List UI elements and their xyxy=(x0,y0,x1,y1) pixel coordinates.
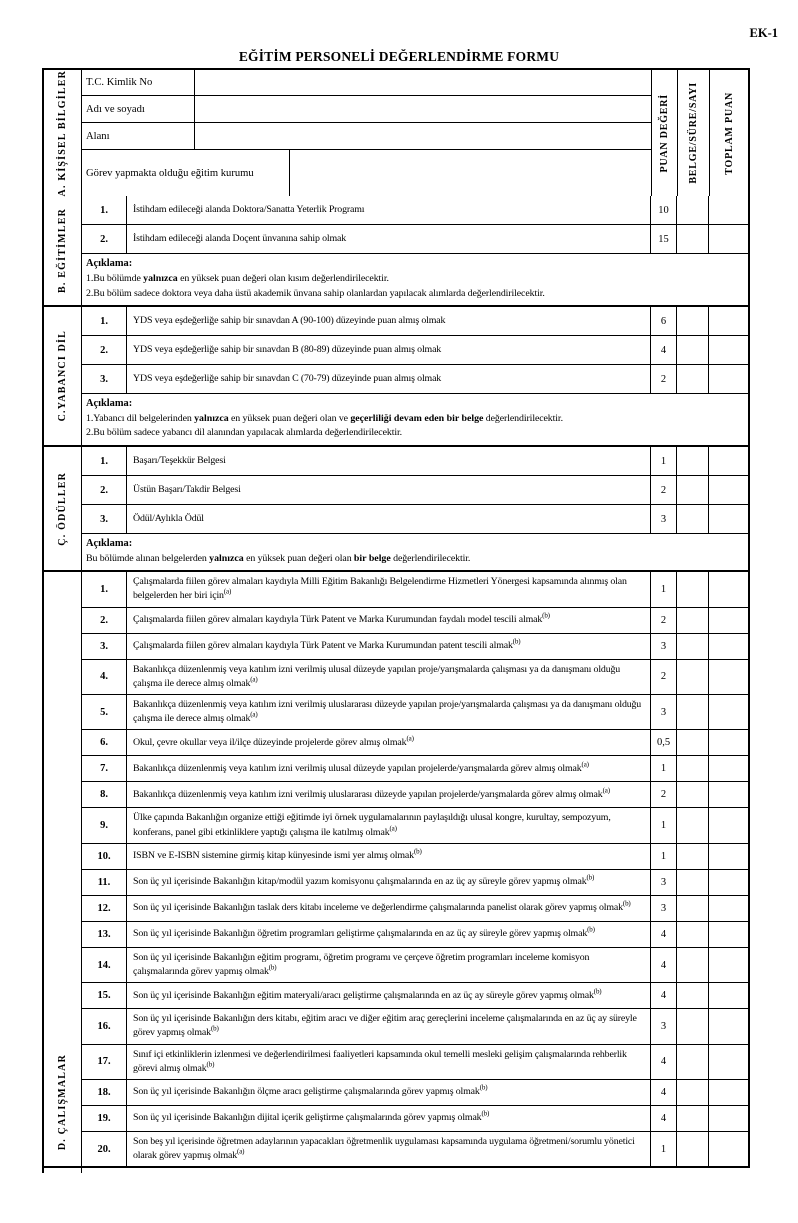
toplam-puan-cell xyxy=(709,1045,748,1079)
item-text-content: Son üç yıl içerisinde Bakanlığın öğretim programları geliştirme çalışmalarında en az üç ay süreyle görev yapmış olmak$^{(b)}$ xyxy=(133,925,595,940)
item-footnote-marker: (b) xyxy=(587,925,595,934)
item-number: 2. xyxy=(82,476,127,504)
item-footnote-marker: (b) xyxy=(622,899,631,908)
section-a-label: A. KİŞİSEL BİLGİLER xyxy=(57,70,68,197)
note-title: Açıklama: xyxy=(86,398,133,410)
belge-sure-sayi-cell xyxy=(677,307,709,335)
section-yabanci-dil-side-label xyxy=(44,307,82,445)
item-text xyxy=(127,695,651,729)
puan-degeri-cell: 15 xyxy=(651,225,677,253)
item-row xyxy=(82,196,748,224)
puan-degeri-cell: 2 xyxy=(651,608,677,633)
note-line: Bu bölümde alınan belgelerden yalnızca en yüksek puan değeri olan bir belge değerlendirilecektir. xyxy=(86,552,471,564)
belge-sure-sayi-cell xyxy=(677,896,709,921)
item-number: 3. xyxy=(82,634,127,659)
item-row xyxy=(82,307,748,335)
section-yabanci-dil xyxy=(44,305,748,445)
personal-field-row xyxy=(82,122,651,149)
item-text xyxy=(127,1045,651,1079)
field-value xyxy=(290,150,651,196)
item-row xyxy=(82,447,748,475)
belge-sure-sayi-cell xyxy=(677,1009,709,1043)
note-title: Açıklama: xyxy=(86,258,133,270)
item-text xyxy=(127,1009,651,1043)
item-number: 15. xyxy=(82,983,127,1008)
item-text xyxy=(127,476,651,504)
item-row xyxy=(82,755,748,781)
item-row xyxy=(82,921,748,947)
item-footnote-marker: (a) xyxy=(223,588,232,597)
field-value xyxy=(195,70,651,95)
item-text xyxy=(127,922,651,947)
item-row xyxy=(82,224,748,253)
item-number: 1. xyxy=(82,447,127,475)
item-row xyxy=(82,572,748,606)
item-number: 6. xyxy=(82,730,127,755)
belge-sure-sayi-cell xyxy=(677,870,709,895)
item-text xyxy=(127,336,651,364)
puan-degeri-cell: 4 xyxy=(651,983,677,1008)
puan-degeri-cell: 4 xyxy=(651,1080,677,1105)
item-text-content: Çalışmalarda fiilen görev almaları kaydıyla Türk Patent ve Marka Kurumundan patent tescili almak$^{(b)}$ xyxy=(133,637,521,652)
belge-sure-sayi-cell xyxy=(677,660,709,694)
item-row xyxy=(82,869,748,895)
field-value xyxy=(195,123,651,149)
section-calismalar-label: D. ÇALIŞMALAR xyxy=(57,1054,68,1151)
toplam-puan-cell xyxy=(709,196,748,224)
item-number: 1. xyxy=(82,572,127,606)
belge-sure-sayi-cell xyxy=(677,634,709,659)
field-label: Görev yapmakta olduğu eğitim kurumu xyxy=(82,150,290,196)
item-text xyxy=(127,948,651,982)
belge-sure-sayi-cell xyxy=(677,730,709,755)
toplam-puan-cell xyxy=(709,634,748,659)
item-number: 14. xyxy=(82,948,127,982)
belge-sure-sayi-cell xyxy=(677,336,709,364)
item-text-content: Başarı/Teşekkür Belgesi xyxy=(133,454,226,466)
item-footnote-marker: (b) xyxy=(512,637,521,646)
field-label: Adı ve soyadı xyxy=(82,96,195,122)
item-text-content: Okul, çevre okullar veya il/ilçe düzeyinde projelerde görev almış olmak$^{(a)}$ xyxy=(133,734,414,748)
item-row xyxy=(82,947,748,982)
item-row xyxy=(82,504,748,533)
belge-sure-sayi-cell xyxy=(677,983,709,1008)
item-text xyxy=(127,634,651,659)
item-row xyxy=(82,335,748,364)
item-text xyxy=(127,983,651,1008)
col-header-belge-sure-sayi xyxy=(677,70,709,196)
toplam-puan-cell xyxy=(709,922,748,947)
section-egitimler-label: B. EĞİTİMLER xyxy=(57,208,68,294)
item-number: 13. xyxy=(82,922,127,947)
item-number: 2. xyxy=(82,608,127,633)
item-number: 12. xyxy=(82,896,127,921)
toplam-puan-cell xyxy=(709,225,748,253)
col-header-puan-degeri xyxy=(651,70,677,196)
item-text-content: YDS veya eşdeğerliğe sahip bir sınavdan B (80-89) düzeyinde puan almış olmak xyxy=(133,344,442,356)
puan-degeri-cell: 3 xyxy=(651,1009,677,1043)
item-footnote-marker: (a) xyxy=(389,824,397,833)
toplam-puan-cell xyxy=(709,608,748,633)
personal-field-row xyxy=(82,149,651,196)
item-row xyxy=(82,475,748,504)
item-footnote-marker: (b) xyxy=(593,987,602,996)
note-line: 2.Bu bölüm sadece doktora veya daha üstü akademik ünvana sahip olanlardan yapılacak alımlarda değerlendirilecektir. xyxy=(86,287,545,299)
col-header-toplam-puan-text: TOPLAM PUAN xyxy=(723,91,735,175)
item-text xyxy=(127,896,651,921)
belge-sure-sayi-cell xyxy=(677,608,709,633)
item-row xyxy=(82,694,748,729)
item-text xyxy=(127,782,651,807)
item-row xyxy=(82,1131,748,1166)
puan-degeri-cell: 2 xyxy=(651,365,677,393)
item-text-content: Ödül/Aylıkla Ödül xyxy=(133,512,204,524)
puan-degeri-cell: 2 xyxy=(651,476,677,504)
item-number: 8. xyxy=(82,782,127,807)
item-text xyxy=(127,1080,651,1105)
page-break-column-stub xyxy=(42,1166,82,1173)
item-number: 1. xyxy=(82,196,127,224)
item-text xyxy=(127,505,651,533)
field-label: T.C. Kimlik No xyxy=(82,70,195,95)
item-text-content: Bakanlıkça düzenlenmiş veya katılım izni verilmiş uluslararası düzeyde yapılan proje/yarışmalarda çalışması ya da danışmanı olduğu çalışma ile derece almış olmak$^{(a)}$ xyxy=(133,699,642,725)
section-personal xyxy=(44,70,748,196)
note-line: 1.Yabancı dil belgelerinden yalnızca en yüksek puan değeri olan ve geçerliliği devam eden bir belge değerlendirilecektir. xyxy=(86,412,563,424)
personal-field-row xyxy=(82,95,651,122)
belge-sure-sayi-cell xyxy=(677,844,709,869)
annex-label: EK-1 xyxy=(749,26,778,40)
item-number: 18. xyxy=(82,1080,127,1105)
item-text xyxy=(127,660,651,694)
toplam-puan-cell xyxy=(709,870,748,895)
belge-sure-sayi-cell xyxy=(677,922,709,947)
item-number: 20. xyxy=(82,1132,127,1166)
item-text-content: İstihdam edileceği alanda Doktora/Sanatta Yeterlik Programı xyxy=(133,204,365,216)
note-title: Açıklama: xyxy=(86,538,133,550)
puan-degeri-cell: 3 xyxy=(651,634,677,659)
puan-degeri-cell: 6 xyxy=(651,307,677,335)
puan-degeri-cell: 2 xyxy=(651,782,677,807)
section-a-side-label xyxy=(44,70,82,196)
puan-degeri-cell: 3 xyxy=(651,695,677,729)
belge-sure-sayi-cell xyxy=(677,476,709,504)
belge-sure-sayi-cell xyxy=(677,948,709,982)
item-text-content: Bakanlıkça düzenlenmiş veya katılım izni verilmiş ulusal düzeyde yapılan proje/yarışmalarda çalışması ya da danışmanı olduğu çalışma ile derece almış olmak$^{(a)}$ xyxy=(133,663,621,689)
toplam-puan-cell xyxy=(709,572,748,606)
toplam-puan-cell xyxy=(709,1132,748,1166)
item-text xyxy=(127,196,651,224)
item-footnote-marker: (b) xyxy=(206,1060,215,1069)
belge-sure-sayi-cell xyxy=(677,225,709,253)
item-number: 19. xyxy=(82,1106,127,1131)
item-text-content: Sınıf içi etkinliklerin izlenmesi ve değerlendirilmesi faaliyetleri kapsamında okul temelli mesleki gelişim çalışmalarında rehberlik görevi almış olmak$^{(b)}$ xyxy=(133,1048,627,1074)
puan-degeri-cell: 3 xyxy=(651,870,677,895)
section-oduller-side-label xyxy=(44,447,82,570)
item-row xyxy=(82,659,748,694)
item-number: 5. xyxy=(82,695,127,729)
puan-degeri-cell: 0,5 xyxy=(651,730,677,755)
item-text xyxy=(127,1132,651,1166)
item-text-content: YDS veya eşdeğerliğe sahip bir sınavdan A (90-100) düzeyinde puan almış olmak xyxy=(133,315,446,327)
belge-sure-sayi-cell xyxy=(677,1045,709,1079)
item-text-content: Son üç yıl içerisinde Bakanlığın eğitim materyali/aracı geliştirme çalışmalarında en az üç ay süreyle görev yapmış olmak$^{(b)}$ xyxy=(133,987,602,1001)
belge-sure-sayi-cell xyxy=(677,1132,709,1166)
toplam-puan-cell xyxy=(709,782,748,807)
item-footnote-marker: (b) xyxy=(413,847,422,856)
toplam-puan-cell xyxy=(709,896,748,921)
puan-degeri-cell: 1 xyxy=(651,572,677,606)
item-row xyxy=(82,364,748,393)
toplam-puan-cell xyxy=(709,983,748,1008)
item-text xyxy=(127,808,651,842)
item-number: 17. xyxy=(82,1045,127,1079)
item-text-content: Son üç yıl içerisinde Bakanlığın kitap/modül yazım komisyonu çalışmalarında en az üç ay süreyle görev yapmış olmak$^{(b)}$ xyxy=(133,873,595,888)
item-row xyxy=(82,607,748,633)
belge-sure-sayi-cell xyxy=(677,196,709,224)
item-text xyxy=(127,870,651,895)
section-oduller-rows xyxy=(82,447,748,570)
col-header-toplam-puan xyxy=(709,70,748,196)
item-row xyxy=(82,1044,748,1079)
item-footnote-marker: (a) xyxy=(250,675,258,684)
section-calismalar xyxy=(44,570,748,1166)
toplam-puan-cell xyxy=(709,447,748,475)
belge-sure-sayi-cell xyxy=(677,505,709,533)
item-footnote-marker: (a) xyxy=(602,786,610,795)
item-number: 3. xyxy=(82,365,127,393)
toplam-puan-cell xyxy=(709,660,748,694)
item-row xyxy=(82,781,748,807)
section-egitimler-side-label xyxy=(44,196,82,305)
section-calismalar-side-label xyxy=(44,572,82,1166)
item-footnote-marker: (b) xyxy=(268,963,277,972)
item-number: 10. xyxy=(82,844,127,869)
section-note xyxy=(82,253,748,305)
belge-sure-sayi-cell xyxy=(677,447,709,475)
puan-degeri-cell: 1 xyxy=(651,844,677,869)
toplam-puan-cell xyxy=(709,730,748,755)
personal-field-row xyxy=(82,70,651,95)
item-text-content: ISBN ve E-ISBN sistemine girmiş kitap künyesinde ismi yer almış olmak$^{(b)}$ xyxy=(133,847,422,862)
toplam-puan-cell xyxy=(709,695,748,729)
item-footnote-marker: (b) xyxy=(542,611,550,620)
item-text xyxy=(127,844,651,869)
personal-fields xyxy=(82,70,651,196)
item-text-content: Son üç yıl içerisinde Bakanlığın ders kitabı, eğitim aracı ve diğer eğitim araç gereçlerini inceleme çalışmalarında en az üç ay süreyle görev yapmış olmak$^{(b)}$ xyxy=(133,1013,637,1039)
field-label: Alanı xyxy=(82,123,195,149)
note-line: 1.Bu bölümde yalnızca en yüksek puan değeri olan kısım değerlendirilecektir. xyxy=(86,273,389,285)
item-text-content: Üstün Başarı/Takdir Belgesi xyxy=(133,483,241,495)
puan-degeri-cell: 1 xyxy=(651,756,677,781)
item-footnote-marker: (a) xyxy=(406,734,414,743)
belge-sure-sayi-cell xyxy=(677,756,709,781)
score-column-headers xyxy=(651,70,748,196)
belge-sure-sayi-cell xyxy=(677,572,709,606)
item-text-content: Çalışmalarda fiilen görev almaları kaydıyla Milli Eğitim Bakanlığı Belgelendirme Hizmetleri Yönergesi kapsamında alınmış olan belgelerden her biri için$^{(a)}$ xyxy=(133,576,627,602)
item-footnote-marker: (b) xyxy=(586,873,595,882)
belge-sure-sayi-cell xyxy=(677,782,709,807)
item-text-content: Son üç yıl içerisinde Bakanlığın ölçme aracı geliştirme çalışmalarında görev yapmış olmak$^{(b)}$ xyxy=(133,1084,488,1098)
toplam-puan-cell xyxy=(709,336,748,364)
puan-degeri-cell: 3 xyxy=(651,505,677,533)
section-oduller-label: Ç. ÖDÜLLER xyxy=(57,471,68,546)
item-text-content: Son üç yıl içerisinde Bakanlığın taslak ders kitabı inceleme ve değerlendirme çalışmalarında panelist olarak görev yapmış olmak$^{(b)}$ xyxy=(133,899,631,914)
item-text-content: Ülke çapında Bakanlığın organize ettiği eğitimde iyi örnek uygulamalarının paylaşıldığı ulusal kongre, kurultay, sempozyum, konferans, panel gibi etkinliklere yaptığı çalışma ile katılmış olmak$^{(a)}$ xyxy=(133,812,611,838)
toplam-puan-cell xyxy=(709,476,748,504)
toplam-puan-cell xyxy=(709,505,748,533)
puan-degeri-cell: 4 xyxy=(651,336,677,364)
item-row xyxy=(82,633,748,659)
item-number: 2. xyxy=(82,336,127,364)
item-row xyxy=(82,1105,748,1131)
puan-degeri-cell: 4 xyxy=(651,922,677,947)
item-text xyxy=(127,572,651,606)
puan-degeri-cell: 4 xyxy=(651,1106,677,1131)
col-header-puan-degeri-text: PUAN DEĞERİ xyxy=(659,93,670,173)
item-row xyxy=(82,1079,748,1105)
puan-degeri-cell: 1 xyxy=(651,1132,677,1166)
item-text-content: İstihdam edileceği alanda Doçent ünvanına sahip olmak xyxy=(133,233,347,245)
section-egitimler-rows xyxy=(82,196,748,305)
item-text-content: Son üç yıl içerisinde Bakanlığın dijital içerik geliştirme çalışmalarında görev yapmış olmak$^{(b)}$ xyxy=(133,1110,490,1124)
item-number: 9. xyxy=(82,808,127,842)
item-footnote-marker: (b) xyxy=(210,1025,219,1034)
puan-degeri-cell: 2 xyxy=(651,660,677,694)
item-text-content: Son beş yıl içerisinde öğretmen adaylarının yapacakları öğretmenlik uygulaması kapsamında uygulama öğretmeni/sorumlu yönetici olarak görev yapmış olmak$^{(a)}$ xyxy=(133,1136,635,1162)
item-text-content: Çalışmalarda fiilen görev almaları kaydıyla Türk Patent ve Marka Kurumundan faydalı model tescili almak$^{(b)}$ xyxy=(133,611,550,626)
item-footnote-marker: (b) xyxy=(481,1110,490,1119)
section-oduller xyxy=(44,445,748,570)
item-number: 2. xyxy=(82,225,127,253)
belge-sure-sayi-cell xyxy=(677,1106,709,1131)
item-text-content: Son üç yıl içerisinde Bakanlığın eğitim programı, öğretim programı ve çerçeve öğretim programları inceleme komisyon çalışmalarında görev yapmış olmak$^{(b)}$ xyxy=(133,951,590,978)
toplam-puan-cell xyxy=(709,844,748,869)
puan-degeri-cell: 4 xyxy=(651,1045,677,1079)
item-text xyxy=(127,756,651,781)
item-number: 16. xyxy=(82,1009,127,1043)
item-row xyxy=(82,1008,748,1043)
belge-sure-sayi-cell xyxy=(677,808,709,842)
item-text xyxy=(127,1106,651,1131)
section-note xyxy=(82,393,748,445)
item-row xyxy=(82,895,748,921)
field-value xyxy=(195,96,651,122)
belge-sure-sayi-cell xyxy=(677,695,709,729)
puan-degeri-cell: 4 xyxy=(651,948,677,982)
item-footnote-marker: (b) xyxy=(479,1084,488,1093)
item-text xyxy=(127,608,651,633)
item-number: 11. xyxy=(82,870,127,895)
item-row xyxy=(82,843,748,869)
toplam-puan-cell xyxy=(709,307,748,335)
form-title: EĞİTİM PERSONELİ DEĞERLENDİRME FORMU xyxy=(238,49,560,64)
item-row xyxy=(82,807,748,842)
section-note xyxy=(82,533,748,570)
toplam-puan-cell xyxy=(709,948,748,982)
item-footnote-marker: (a) xyxy=(250,710,258,719)
item-row xyxy=(82,982,748,1008)
section-egitimler xyxy=(44,196,748,305)
section-calismalar-rows xyxy=(82,572,748,1166)
item-number: 1. xyxy=(82,307,127,335)
belge-sure-sayi-cell xyxy=(677,365,709,393)
toplam-puan-cell xyxy=(709,1080,748,1105)
puan-degeri-cell: 1 xyxy=(651,808,677,842)
puan-degeri-cell: 1 xyxy=(651,447,677,475)
toplam-puan-cell xyxy=(709,808,748,842)
item-footnote-marker: (a) xyxy=(581,760,589,769)
section-yabanci-dil-rows xyxy=(82,307,748,445)
item-number: 7. xyxy=(82,756,127,781)
item-text xyxy=(127,447,651,475)
belge-sure-sayi-cell xyxy=(677,1080,709,1105)
toplam-puan-cell xyxy=(709,756,748,781)
item-footnote-marker: (a) xyxy=(237,1147,245,1156)
item-number: 3. xyxy=(82,505,127,533)
toplam-puan-cell xyxy=(709,1009,748,1043)
col-header-belge-sure-sayi-text: BELGE/SÜRE/SAYI xyxy=(688,82,699,185)
item-text-content: Bakanlıkça düzenlenmiş veya katılım izni verilmiş ulusal düzeyde yapılan projelerde/yarışmalarda görev almış olmak$^{(a)}$ xyxy=(133,760,589,774)
item-text xyxy=(127,730,651,755)
form-table xyxy=(42,68,750,1168)
section-yabanci-dil-label: C.YABANCI DİL xyxy=(57,330,68,422)
item-text xyxy=(127,365,651,393)
item-text-content: YDS veya eşdeğerliğe sahip bir sınavdan C (70-79) düzeyinde puan almış olmak xyxy=(133,373,442,385)
item-text xyxy=(127,225,651,253)
note-line: 2.Bu bölüm sadece yabancı dil alanından yapılacak alımlarda değerlendirilecektir. xyxy=(86,427,403,439)
item-text xyxy=(127,307,651,335)
toplam-puan-cell xyxy=(709,365,748,393)
item-number: 4. xyxy=(82,660,127,694)
item-row xyxy=(82,729,748,755)
item-text-content: Bakanlıkça düzenlenmiş veya katılım izni verilmiş uluslararası düzeyde yapılan projelerde/yarışmalarda görev almış olmak$^{(a)}$ xyxy=(133,786,610,800)
toplam-puan-cell xyxy=(709,1106,748,1131)
puan-degeri-cell: 3 xyxy=(651,896,677,921)
puan-degeri-cell: 10 xyxy=(651,196,677,224)
